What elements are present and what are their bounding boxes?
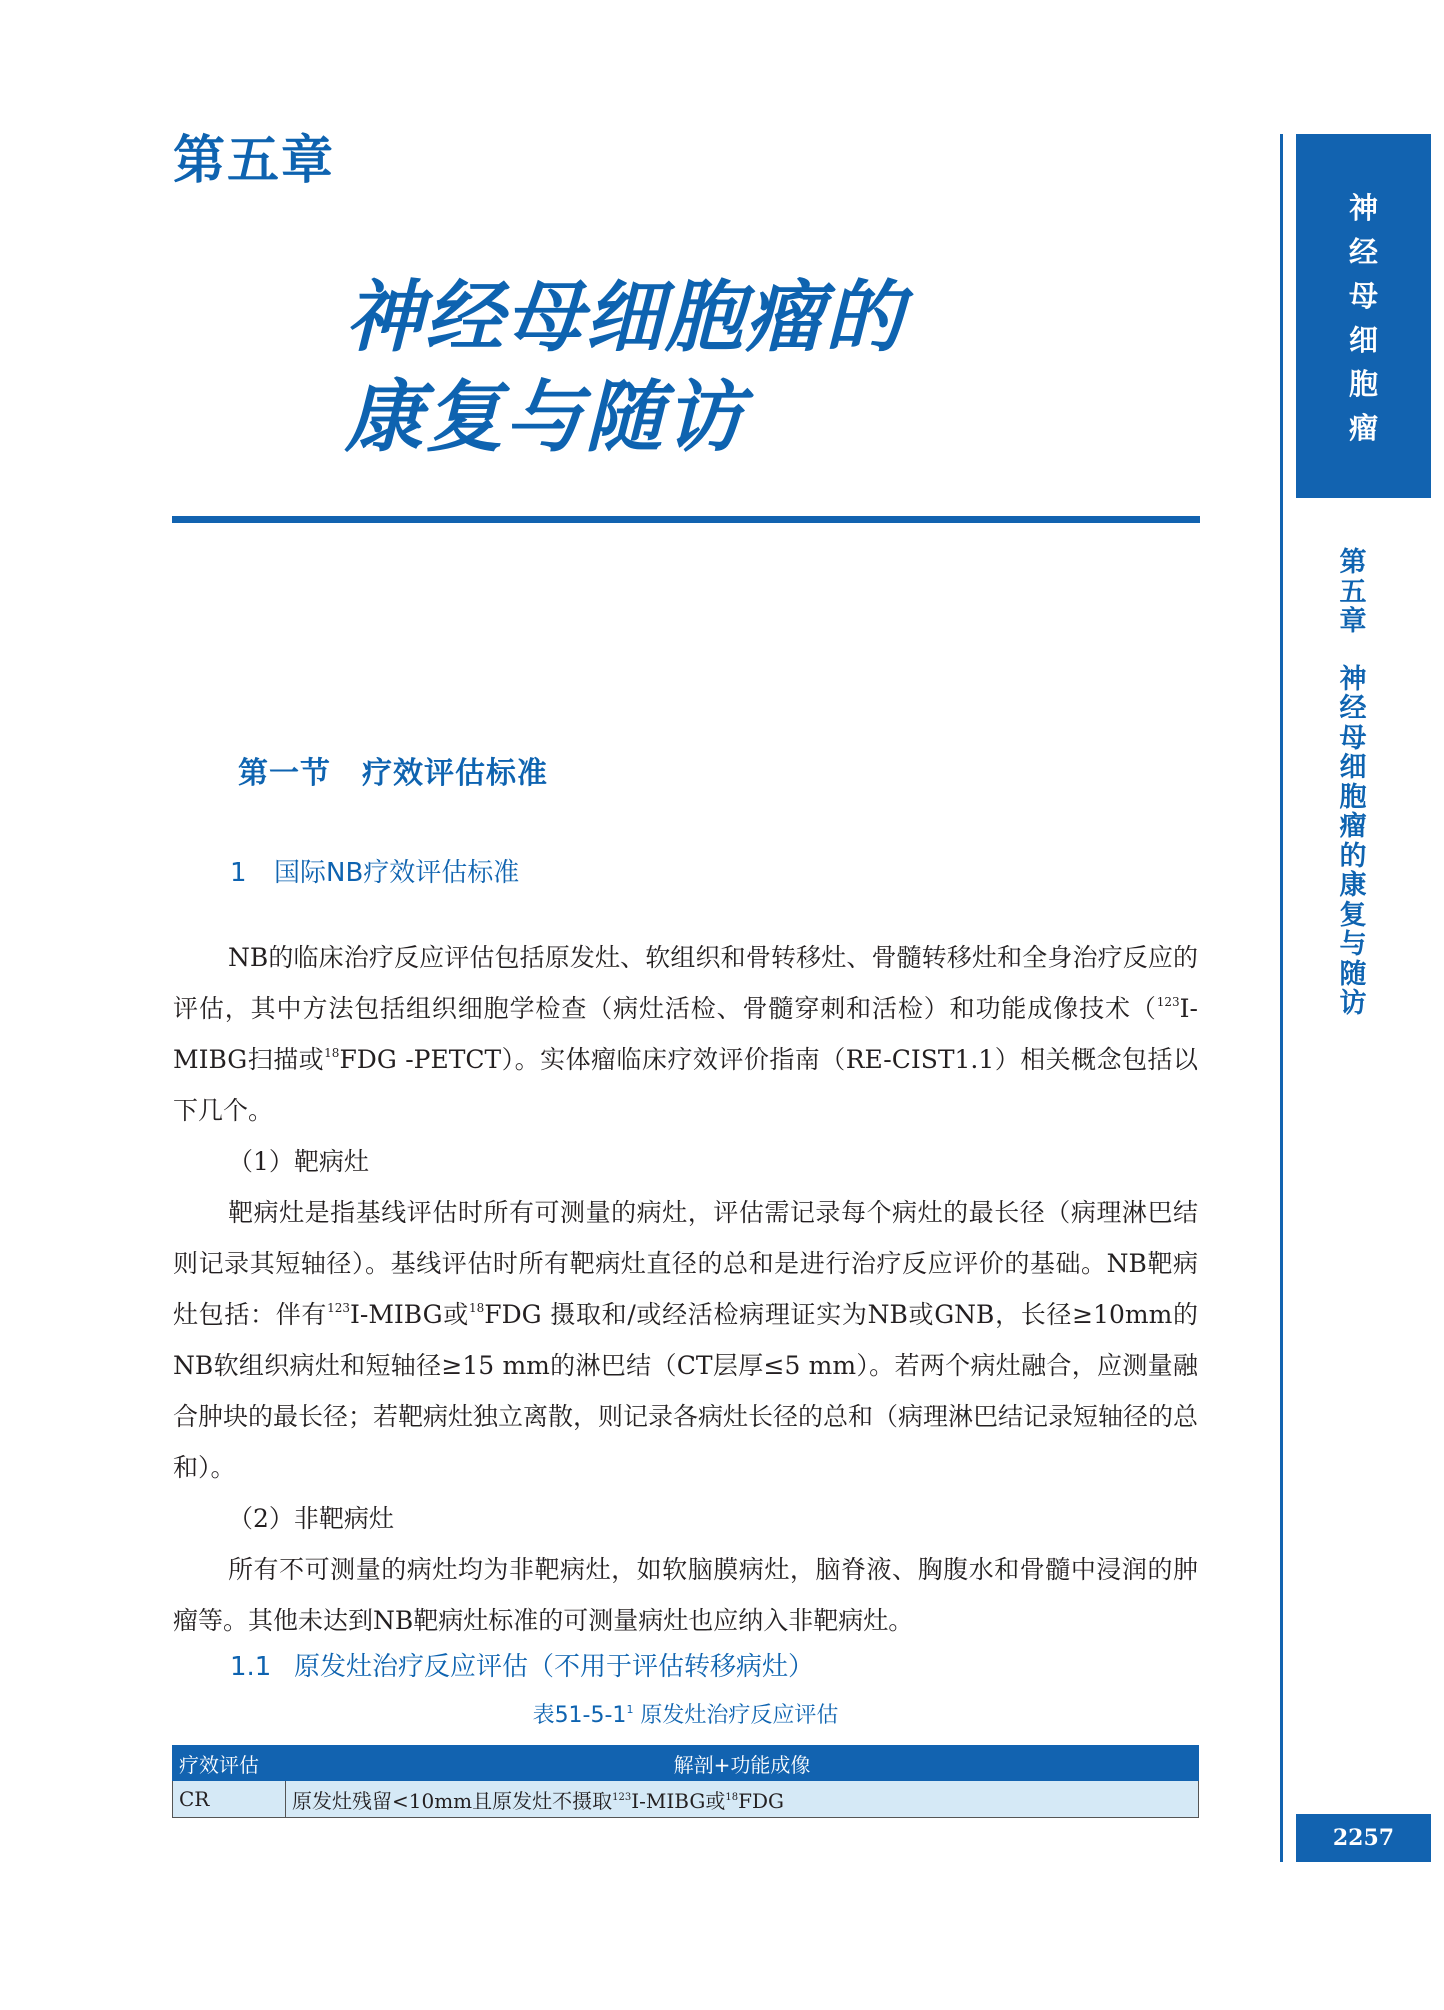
table-cell-text (286, 1781, 1199, 1818)
superscript: 123 (1156, 995, 1180, 1009)
cell-text: I-MIBG或 (631, 1788, 726, 1813)
side-tab-char: 瘤 (1348, 411, 1378, 445)
running-char: 康 (1339, 870, 1367, 901)
table-caption-title: 原发灶治疗反应评估 (633, 1703, 839, 1728)
paragraph-text: 靶病灶是指基线评估时所有可测量的病灶，评估需记录每个病灶的最长径（病理淋巴结则记录其短轴径）。基线评估时所有靶病灶直径的总和是进行治疗反应评价的基础。NB靶病灶包括：伴有 (173, 1198, 1198, 1329)
subsection-heading (230, 852, 519, 889)
running-char: 母 (1339, 722, 1367, 754)
response-table (172, 1745, 1199, 1818)
body-text (173, 932, 1198, 1646)
side-tab-title (1296, 186, 1431, 450)
running-char: 经 (1339, 693, 1367, 724)
table-header-cell: 疗效评估 (173, 1746, 286, 1781)
superscript: 18 (469, 1301, 485, 1315)
subsection-number: 1 (230, 858, 247, 888)
chapter-title-line-1: 神经母细胞瘤的 (345, 273, 906, 363)
chapter-label: 第五章 (173, 131, 336, 191)
paragraph-text: NB的临床治疗反应评估包括原发灶、软组织和骨转移灶、骨髓转移灶和全身治疗反应的评估，其中方法包括组织细胞学检查（病灶活检、骨髓穿刺和活检）和功能成像技术（ (173, 943, 1198, 1023)
page-number-box (1296, 1814, 1431, 1862)
section-heading: 第一节 疗效评估标准 (238, 756, 548, 791)
side-tab-char: 胞 (1348, 367, 1378, 401)
running-char: 细 (1339, 752, 1367, 783)
running-char: 与 (1339, 929, 1367, 960)
side-running-head (1328, 548, 1378, 1019)
running-char: 五 (1339, 576, 1367, 608)
running-char: 访 (1339, 988, 1367, 1019)
side-tab-char: 神 (1348, 191, 1378, 225)
chapter-title-line-2: 康复与随访 (345, 373, 746, 463)
paragraph-2 (173, 1187, 1198, 1493)
superscript: 123 (612, 1791, 632, 1803)
superscript: 18 (725, 1791, 739, 1803)
side-chapter-tab (1296, 134, 1431, 498)
subsection-title: 原发灶治疗反应评估（不用于评估转移病灶） (294, 1652, 815, 1682)
list-item-target-lesion: （1）靶病灶 (228, 1147, 369, 1176)
table-header-cell: 解剖+功能成像 (286, 1746, 1199, 1781)
cell-text: FDG (738, 1788, 784, 1813)
chapter-title (345, 268, 905, 468)
paragraph-text: FDG 摄取和/或经活检病理证实为NB或GNB，长径≥10mm的NB软组织病灶和短轴径≥15 mm的淋巴结（CT层厚≤5 mm）。若两个病灶融合，应测量融合肿块的最长径；若靶病灶独立离散，则记录各病灶长径的总和（病理淋巴结记录短轴径的总和）。 (173, 1300, 1199, 1482)
table-row (173, 1781, 1199, 1818)
side-tab-char: 细 (1348, 323, 1378, 357)
paragraph-3: 所有不可测量的病灶均为非靶病灶，如软脑膜病灶，脑脊液、胸腹水和骨髓中浸润的肿瘤等。其他未达到NB靶病灶标准的可测量病灶也应纳入非靶病灶。 (173, 1555, 1198, 1635)
list-item-non-target-lesion: （2）非靶病灶 (228, 1504, 394, 1533)
title-divider (172, 516, 1200, 523)
running-char: 瘤 (1339, 811, 1367, 842)
side-vertical-rule (1280, 134, 1283, 1862)
superscript: 18 (324, 1046, 340, 1060)
cell-text: 原发灶残留<10mm且原发灶不摄取 (292, 1788, 613, 1813)
subsection-heading-1-1 (230, 1646, 814, 1683)
side-tab-char: 母 (1348, 279, 1378, 313)
page-number: 2257 (1332, 1825, 1395, 1851)
superscript: 1 (626, 1703, 634, 1716)
running-char: 第 (1339, 547, 1367, 578)
side-tab-char: 经 (1348, 235, 1378, 269)
running-gap (1328, 637, 1378, 665)
table-caption-label: 表51-5-1 (532, 1703, 627, 1728)
subsection-number: 1.1 (230, 1652, 272, 1682)
subsection-title: 国际NB疗效评估标准 (274, 858, 520, 888)
paragraph-1 (173, 932, 1198, 1136)
running-char: 胞 (1339, 781, 1367, 813)
table-header-row (173, 1746, 1199, 1781)
table-cell-label: CR (173, 1781, 286, 1818)
paragraph-text: FDG -PETCT）。实体瘤临床疗效评价指南（RE-CIST1.1）相关概念包括以下几个。 (173, 1045, 1199, 1125)
running-char: 神 (1339, 663, 1367, 695)
running-char: 的 (1339, 840, 1367, 872)
table-caption (173, 1698, 1198, 1729)
paragraph-text: I-MIBG或 (350, 1300, 469, 1329)
running-char: 章 (1339, 606, 1367, 637)
running-char: 随 (1339, 958, 1367, 990)
superscript: 123 (327, 1301, 351, 1315)
running-char: 复 (1339, 899, 1367, 931)
paragraph-text: I-MIBG扫描或 (173, 994, 1198, 1074)
